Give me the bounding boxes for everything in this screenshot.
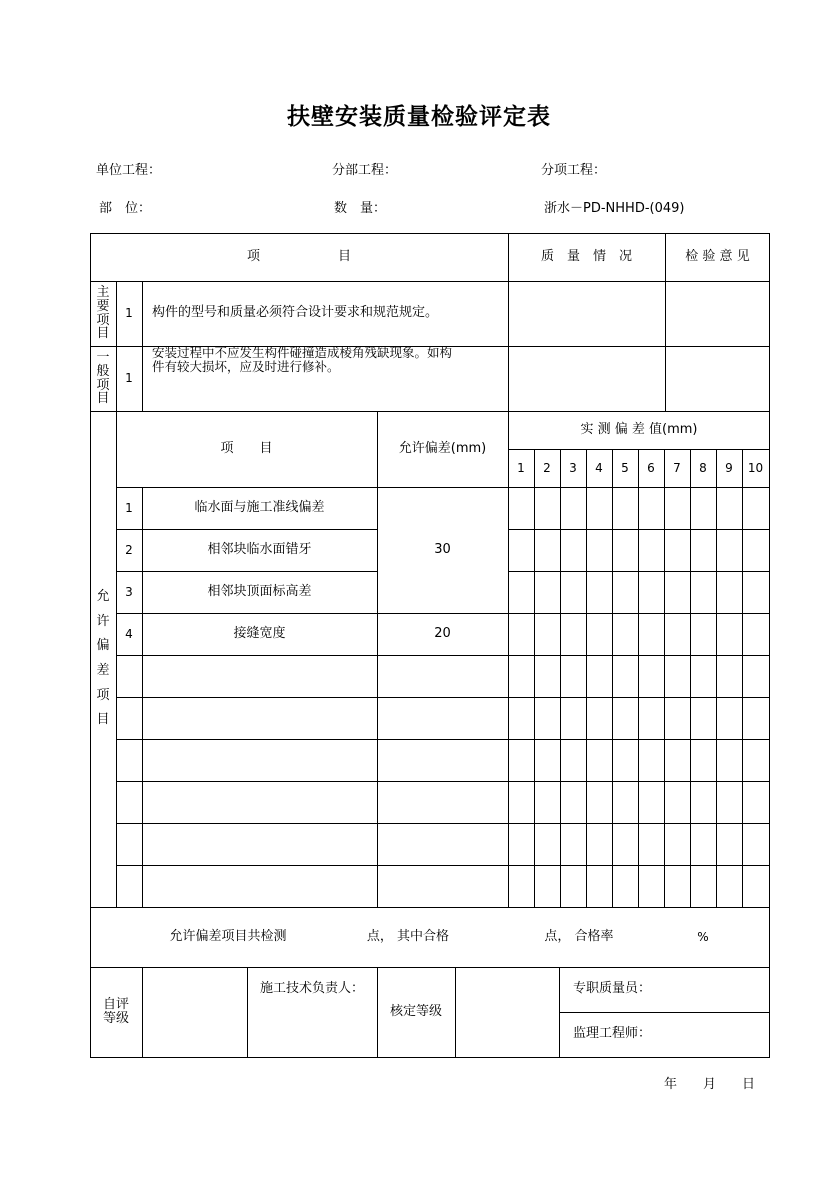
location-label: 部 位： <box>99 201 152 216</box>
measure-col-10: 10 <box>747 460 764 475</box>
allowed-deviation-row-4: 20 <box>434 625 451 641</box>
tolerance-row-2-name: 相邻块临水面错牙 <box>207 541 312 557</box>
general-item-number: 1 <box>125 371 133 385</box>
tolerance-row-1-number: 1 <box>125 500 133 515</box>
summary-rate-label: 点， 合格率 <box>544 928 614 944</box>
tolerance-row-3-number: 3 <box>125 584 133 599</box>
header-opinion: 检 验 意 见 <box>685 248 750 264</box>
quality-officer-label: 专职质量员： <box>573 981 652 997</box>
tolerance-row-4-name: 接缝宽度 <box>233 625 286 641</box>
measure-col-4: 4 <box>595 460 603 475</box>
supervisor-label: 监理工程师： <box>573 1026 652 1042</box>
tolerance-row-2-number: 2 <box>125 542 133 557</box>
main-item-number: 1 <box>125 306 133 320</box>
measure-col-9: 9 <box>725 460 733 475</box>
self-rating-label: 自评 等级 <box>102 996 129 1026</box>
measure-col-1: 1 <box>517 460 525 475</box>
document-code: 浙水－PD-NHHD-(049) <box>544 201 685 216</box>
summary-percent-sign: % <box>697 929 709 944</box>
measure-col-7: 7 <box>673 460 681 475</box>
item-project-label: 分项工程： <box>541 163 607 178</box>
measure-col-5: 5 <box>621 460 629 475</box>
tolerance-row-1-name: 临水面与施工准线偏差 <box>194 499 325 515</box>
tolerance-row-4-number: 4 <box>125 626 133 641</box>
division-project-label: 分部工程： <box>332 163 398 178</box>
measure-col-3: 3 <box>569 460 577 475</box>
allowed-deviation-rows-1-3: 30 <box>434 541 451 557</box>
general-item-text: 安装过程中不应发生构件碰撞造成棱角残缺现象。如构 件有较大损坏，应及时进行修补。 <box>152 345 453 374</box>
measured-deviation-header: 实 测 偏 差 值(mm) <box>580 421 698 437</box>
measure-col-8: 8 <box>699 460 707 475</box>
general-item-section-label: 一 般 项 目 <box>96 350 110 407</box>
allowed-deviation-header: 允许偏差(mm) <box>398 440 487 456</box>
form-title: 扶壁安装质量检验评定表 <box>287 104 551 130</box>
measure-col-6: 6 <box>647 460 655 475</box>
main-item-text: 构件的型号和质量必须符合设计要求和规范规定。 <box>152 305 439 321</box>
tech-lead-label: 施工技术负责人： <box>259 980 364 996</box>
tolerance-section-label: 允 许 偏 差 项 目 <box>96 588 110 728</box>
quantity-label: 数 量： <box>334 201 387 216</box>
tolerance-row-3-name: 相邻块顶面标高差 <box>207 583 312 599</box>
verify-grade-label: 核定等级 <box>389 1003 442 1019</box>
summary-total-label: 允许偏差项目共检测 <box>169 928 287 944</box>
header-quality: 质 量 情 况 <box>540 248 632 264</box>
measure-col-2: 2 <box>543 460 551 475</box>
date-line: 年 月 日 <box>664 1077 756 1092</box>
inspection-table <box>90 233 770 1058</box>
unit-project-label: 单位工程： <box>96 163 162 178</box>
tolerance-item-header: 项 目 <box>220 440 273 456</box>
summary-qualified-label: 点， 其中合格 <box>366 928 450 944</box>
main-item-section-label: 主 要 项 目 <box>96 285 110 342</box>
header-item: 项 目 <box>246 248 351 264</box>
